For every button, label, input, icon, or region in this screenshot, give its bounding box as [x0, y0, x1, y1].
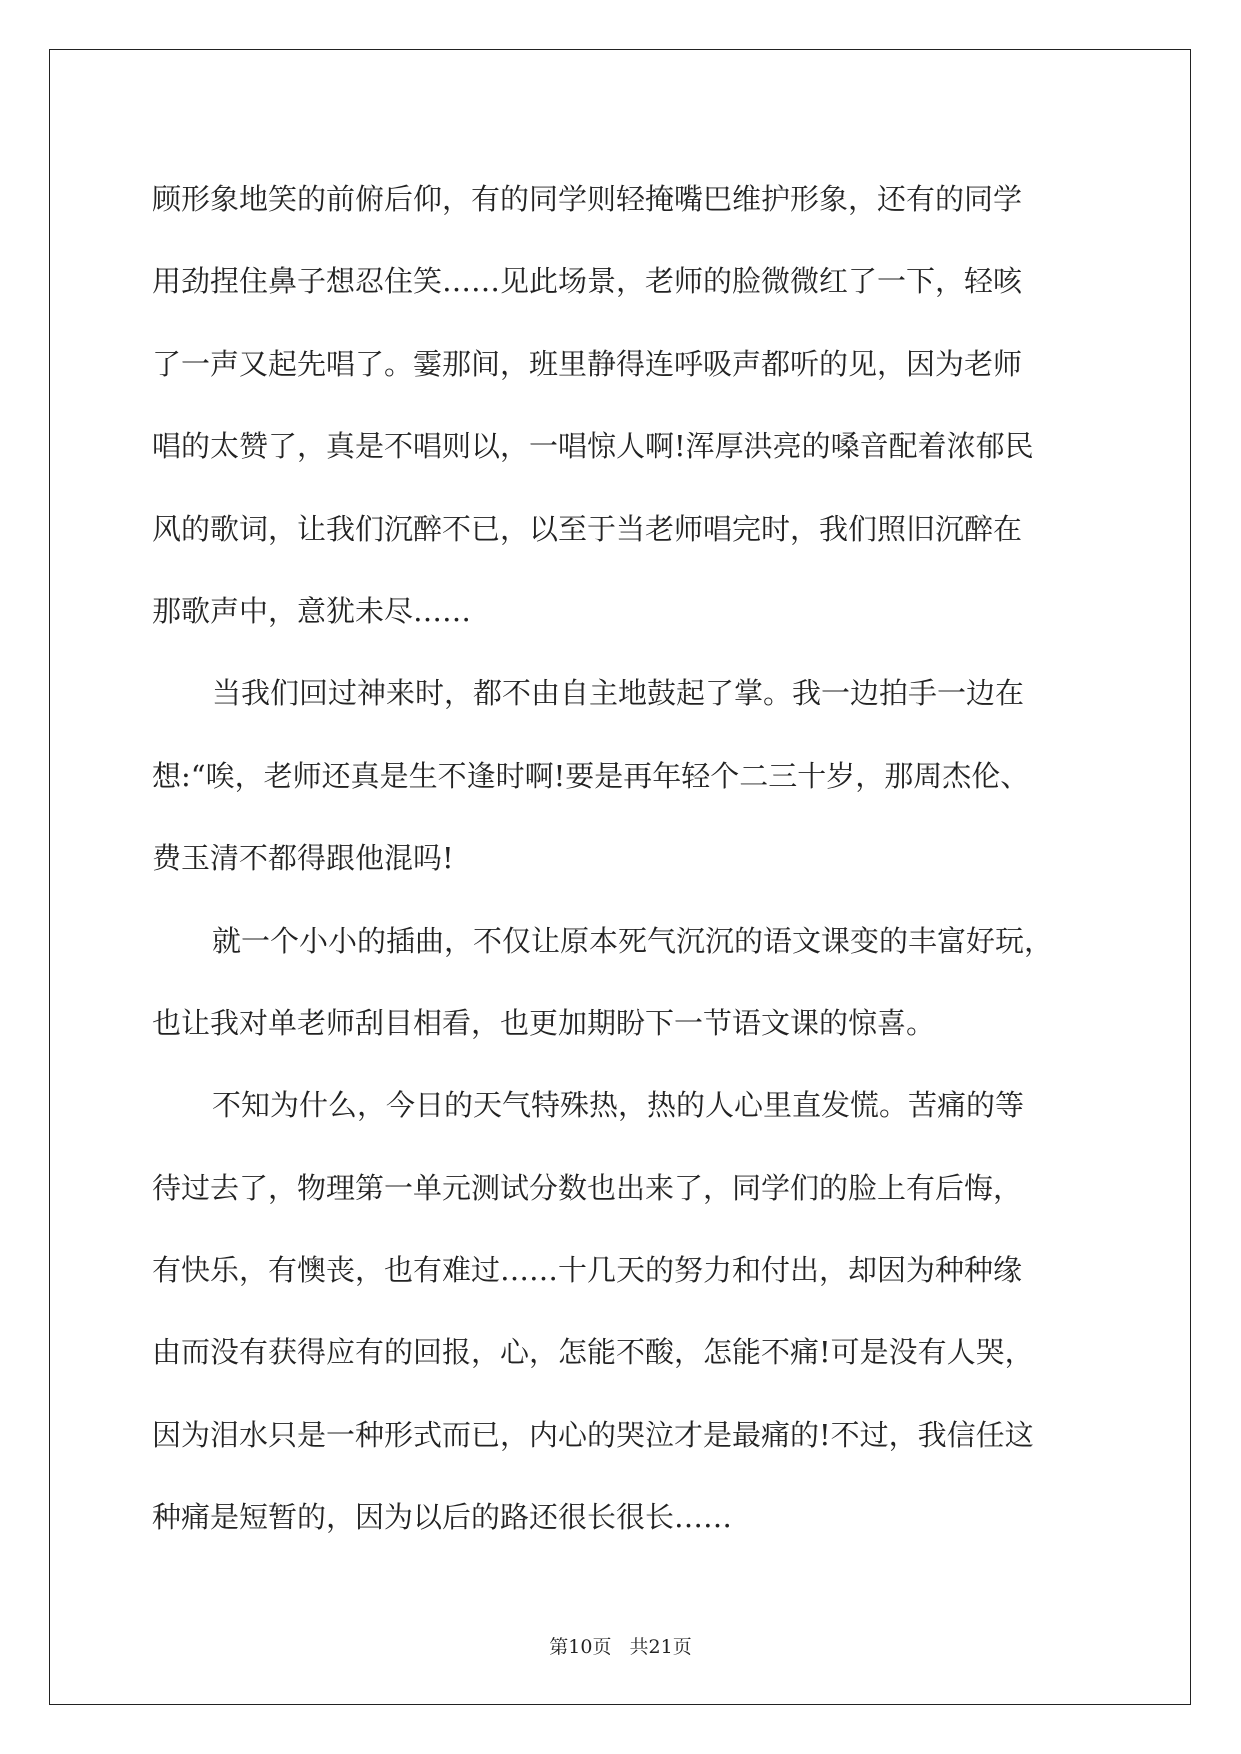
page-number: 第10页 — [549, 1636, 612, 1658]
text-line: 唱的太赞了，真是不唱则以，一唱惊人啊!浑厚洪亮的嗓音配着浓郁民 — [152, 429, 1034, 464]
text-line: 就一个小小的插曲，不仅让原本死气沉沉的语文课变的丰富好玩， — [212, 923, 1054, 958]
page-total: 共21页 — [629, 1636, 692, 1658]
text-line: 用劲捏住鼻子想忍住笑……见此场景，老师的脸微微红了一下，轻咳 — [152, 264, 1023, 299]
text-line: 那歌声中，意犹未尽…… — [152, 593, 472, 628]
document-body — [152, 158, 1092, 1559]
text-line: 费玉清不都得跟他混吗! — [152, 841, 454, 876]
text-line: 不知为什么，今日的天气特殊热，热的人心里直发慌。苦痛的等 — [212, 1088, 1025, 1123]
text-line: 因为泪水只是一种形式而已，内心的哭泣才是最痛的!不过，我信任这 — [152, 1417, 1034, 1452]
text-line: 了一声又起先唱了。霎那间，班里静得连呼吸声都听的见，因为老师 — [152, 346, 1023, 381]
text-line: 顾形象地笑的前俯后仰，有的同学则轻掩嘴巴维护形象，还有的同学 — [152, 182, 1023, 216]
page-footer — [0, 1632, 1241, 1659]
text-line: 由而没有获得应有的回报，心，怎能不酸，怎能不痛!可是没有人哭， — [152, 1335, 1034, 1370]
text-line: 想:“唉，老师还真是生不逢时啊!要是再年轻个二三十岁，那周杰伦、 — [152, 758, 1030, 793]
text-line: 种痛是短暂的，因为以后的路还很长很长…… — [152, 1500, 733, 1535]
text-line: 待过去了，物理第一单元测试分数也出来了，同学们的脸上有后悔， — [152, 1170, 1023, 1205]
text-line: 也让我对单老师刮目相看，也更加期盼下一节语文课的惊喜。 — [152, 1005, 936, 1040]
text-line: 风的歌词，让我们沉醉不已，以至于当老师唱完时，我们照旧沉醉在 — [152, 511, 1023, 546]
text-line: 有快乐，有懊丧，也有难过……十几天的努力和付出，却因为种种缘 — [152, 1253, 1023, 1288]
text-lines — [152, 158, 1092, 1559]
text-line: 当我们回过神来时，都不由自主地鼓起了掌。我一边拍手一边在 — [212, 676, 1025, 711]
